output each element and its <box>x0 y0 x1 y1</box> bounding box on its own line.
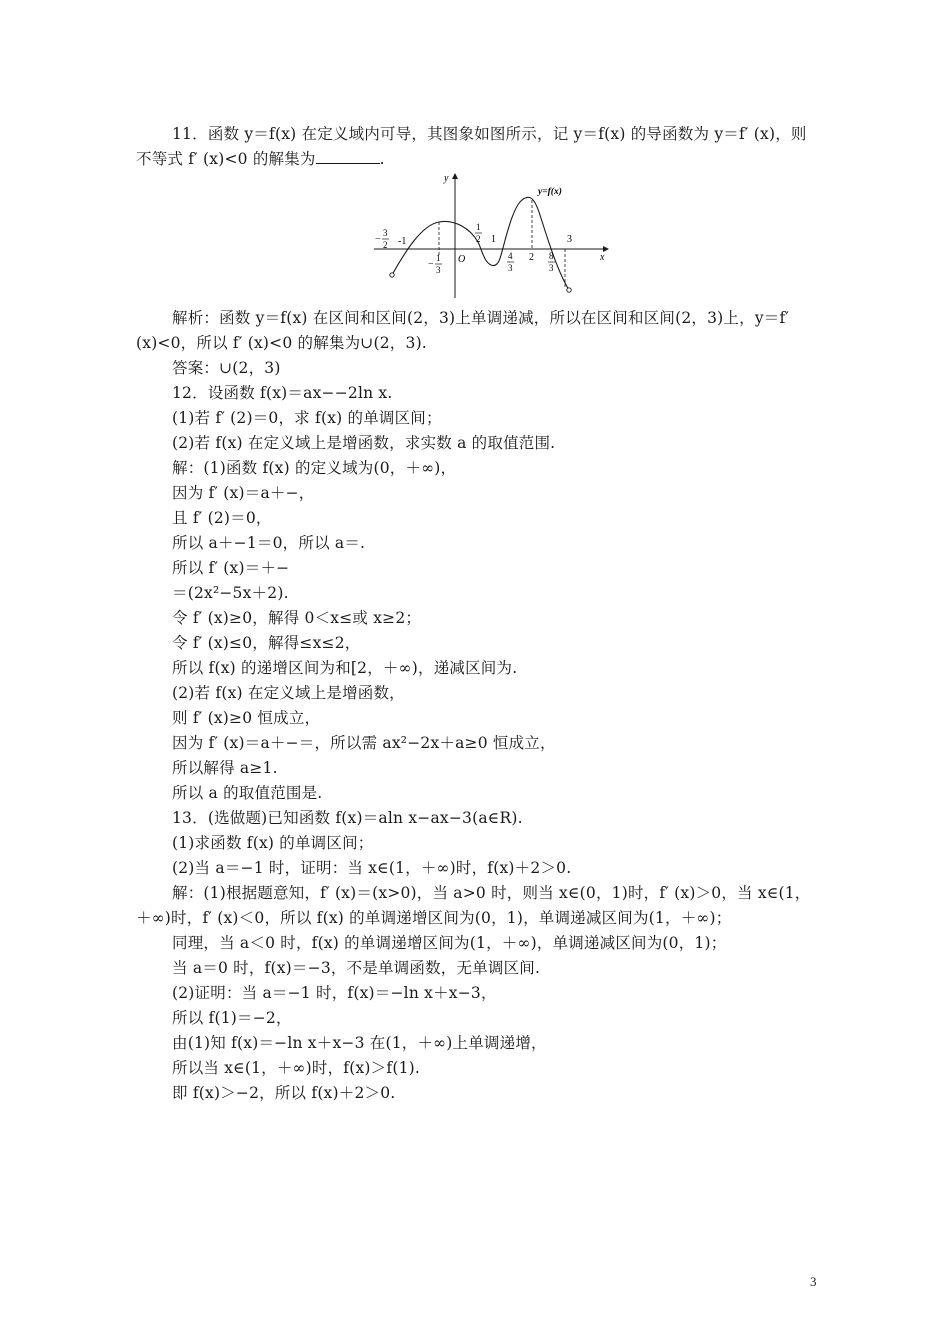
q13-solution-3: 同理，当 a＜0 时，f(x) 的单调递增区间为(1，＋∞)，单调递减区间为(0，1)； <box>172 934 727 952</box>
q13-solution-9: 即 f(x)＞−2，所以 f(x)＋2＞0. <box>172 1084 396 1102</box>
answer-blank <box>316 149 380 164</box>
q12-solution-4: 所以 a＋−1＝0，所以 a＝. <box>172 534 366 552</box>
q12-solution-8: 令 f′ (x)≤0，解得≤x≤2， <box>172 634 361 652</box>
q12-solution-9: 所以 f(x) 的递增区间为和[2，＋∞)，递减区间为. <box>172 659 518 677</box>
q12-solution-13: 所以解得 a≥1. <box>172 759 278 777</box>
frac-neg-third-sign: − <box>428 259 434 270</box>
open-endpoint-right <box>567 288 571 292</box>
frac-neg-third-num: 1 <box>436 253 441 263</box>
q12-part1: (1)若 f′ (2)＝0，求 f(x) 的单调区间； <box>172 409 442 427</box>
function-graph <box>372 170 617 300</box>
open-endpoint-left <box>390 273 394 277</box>
q13-solution-1: 解：(1)根据题意知，f′ (x)＝(x>0)，当 a>0 时，则当 x∈(0，1)时，f′ (x)＞0，当 x∈(1， <box>172 884 811 902</box>
blank-suffix: . <box>379 150 385 168</box>
q12-solution-1: 解：(1)函数 f(x) 的定义域为(0，＋∞)， <box>172 459 457 477</box>
q12-solution-5: 所以 f′ (x)＝＋− <box>172 559 290 577</box>
frac-neg-three-halves-num: 3 <box>383 228 388 238</box>
frac-half-den: 2 <box>476 234 481 244</box>
tick-two: 2 <box>529 252 534 263</box>
frac-neg-three-halves-den: 2 <box>383 240 388 250</box>
q12-part2: (2)若 f(x) 在定义域上是增函数，求实数 a 的取值范围. <box>172 434 556 452</box>
q13-part2: (2)当 a＝−1 时，证明：当 x∈(1，＋∞)时，f(x)＋2＞0. <box>172 859 572 877</box>
analysis-line-1: 解析：函数 y＝f(x) 在区间和区间(2，3)上单调递减，所以在区间和区间(2，3)上，y＝f′ <box>172 309 790 327</box>
q13-solution-8: 所以当 x∈(1，＋∞)时，f(x)＞f(1). <box>172 1059 421 1077</box>
curve-label: y=f(x) <box>538 187 562 197</box>
q12-solution-14: 所以 a 的取值范围是. <box>172 784 323 802</box>
q11-line-2-text: 不等式 f′ (x)<0 的解集为 <box>136 150 316 168</box>
q13-solution-6: 所以 f(1)＝−2， <box>172 1009 292 1027</box>
q12-solution-12: 因为 f′ (x)＝a＋−＝，所以需 ax²−2x＋a≥0 恒成立， <box>172 734 556 752</box>
y-axis-label: y <box>444 173 449 184</box>
frac-eight-thirds-den: 3 <box>549 263 554 273</box>
q11-line-2 <box>136 149 385 169</box>
frac-eight-thirds-num: 8 <box>549 251 554 261</box>
q12-solution-6: ＝(2x²−5x＋2). <box>172 584 289 602</box>
q13-solution-4: 当 a＝0 时，f(x)＝−3，不是单调函数，无单调区间. <box>172 959 541 977</box>
q13-solution-7: 由(1)知 f(x)＝−ln x＋x−3 在(1，＋∞)上单调递增， <box>172 1034 547 1052</box>
tick-one: 1 <box>491 234 496 245</box>
q13-title: 13．(选做题)已知函数 f(x)＝aln x−ax−3(a∈R). <box>172 809 523 827</box>
q13-solution-5: (2)证明：当 a＝−1 时，f(x)＝−ln x＋x−3， <box>172 984 497 1002</box>
q13-part1: (1)求函数 f(x) 的单调区间； <box>172 834 374 852</box>
curve <box>392 197 569 290</box>
frac-half-num: 1 <box>476 222 481 232</box>
q11-line-1: 11．函数 y＝f(x) 在定义域内可导，其图象如图所示，记 y＝f(x) 的导函数为 y＝f′ (x)，则 <box>172 125 807 143</box>
q12-solution-11: 则 f′ (x)≥0 恒成立， <box>172 709 321 727</box>
q12-solution-2: 因为 f′ (x)＝a＋−， <box>172 484 315 502</box>
q13-solution-2: ＋∞)时，f′ (x)＜0，所以 f(x) 的单调递增区间为(0，1)，单调递减区间为(1，＋∞)； <box>136 909 732 927</box>
x-axis-label: x <box>600 252 605 263</box>
q12-solution-3: 且 f′ (2)＝0， <box>172 509 272 527</box>
frac-four-thirds-den: 3 <box>508 263 513 273</box>
tick-three: 3 <box>567 234 572 245</box>
page-number: 3 <box>810 1274 817 1289</box>
analysis-line-2: (x)<0，所以 f′ (x)<0 的解集为∪(2，3). <box>136 334 427 352</box>
origin-label: O <box>458 254 466 265</box>
frac-neg-three-halves-sign: − <box>375 234 381 245</box>
q12-solution-7: 令 f′ (x)≥0，解得 0＜x≤或 x≥2； <box>172 609 422 627</box>
frac-neg-third-den: 3 <box>436 265 441 275</box>
q12-title: 12．设函数 f(x)＝ax−−2ln x. <box>172 384 393 402</box>
frac-four-thirds-num: 4 <box>508 251 513 261</box>
q12-solution-10: (2)若 f(x) 在定义域上是增函数， <box>172 684 405 702</box>
answer-line: 答案：∪(2，3) <box>172 359 281 377</box>
tick-neg-one: -1 <box>398 236 407 247</box>
